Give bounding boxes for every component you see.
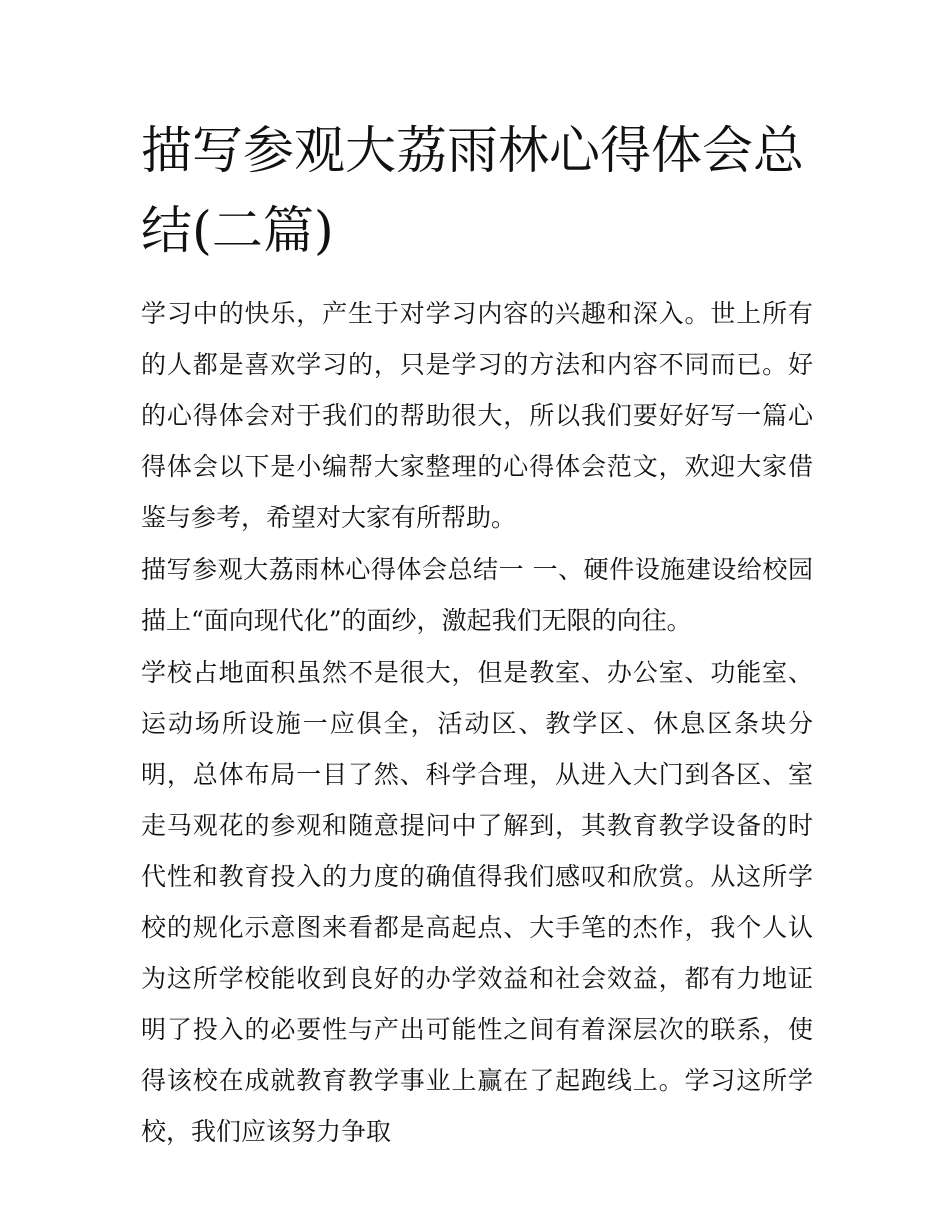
section-one-heading-paragraph: 描写参观大荔雨林心得体会总结一 一、硬件设施建设给校园描上“面向现代化”的面纱，激起我们无限的向往。 (141, 555, 813, 635)
document-title: 描写参观大荔雨林心得体会总结(二篇) (141, 122, 805, 261)
intro-paragraph: 学习中的快乐，产生于对学习内容的兴趣和深入。世上所有的人都是喜欢学习的，只是学习的方法和内容不同而已。好的心得体会对于我们的帮助很大，所以我们要好好写一篇心得体会以下是小编帮大家整理的心得体会范文，欢迎大家借鉴与参考，希望对大家有所帮助。 (141, 299, 813, 532)
document-body (141, 112, 813, 1157)
facilities-paragraph: 学校占地面积虽然不是很大，但是教室、办公室、功能室、运动场所设施一应俱全，活动区、教学区、休息区条块分明，总体布局一目了然、科学合理，从进入大门到各区、室走马观花的参观和随意提问中了解到，其教育教学设备的时代性和教育投入的力度的确值得我们感叹和欣赏。从这所学校的规化示意图来看都是高起点、大手笔的杰作，我个人认为这所学校能收到良好的办学效益和社会效益，都有力地证明了投入的必要性与产出可能性之间有着深层次的联系，使得该校在成就教育教学事业上赢在了起跑线上。学习这所学校，我们应该努力争取 (141, 658, 813, 1146)
